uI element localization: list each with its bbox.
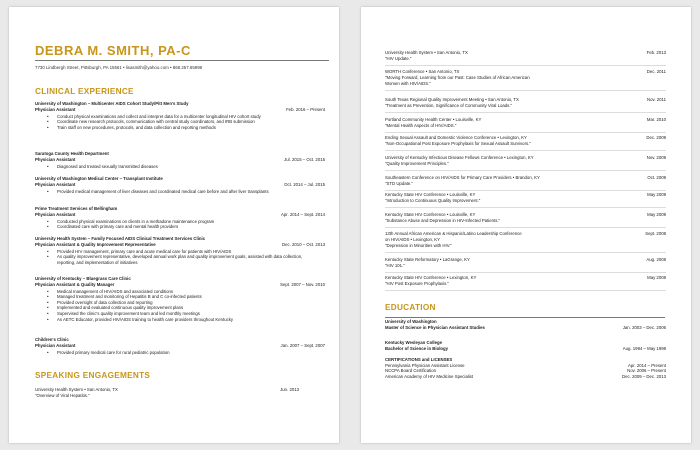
speaking-date: May 2009 [647,212,666,217]
certification-dates: Nov. 2006 – Present [627,368,666,374]
job-dates: Jul. 2015 – Oct. 2015 [284,157,325,163]
header-divider [35,60,329,61]
entry-divider [385,227,666,228]
speaking-topic: "Mental Health Aspects of HIV/AIDS." [385,123,457,128]
job-org: University of Washington Medical Center – Transplant Institute [35,176,163,181]
education-entry [385,319,666,330]
certifications-heading: CERTIFICATIONS and LICENSES [385,357,453,362]
job-role: Physician Assistant [35,182,76,188]
entry-divider [385,207,666,208]
speaking-topic: "STD Update." [385,181,413,186]
speaking-entry [385,192,666,208]
certifications-block [385,357,666,379]
job-bullet: • Conduct physical examinations and collect and interpret data for a multicenter longitudinal HIV cohort study [35,114,319,120]
job-dates: Apr. 2014 – Sept. 2014 [281,212,325,218]
job-role: Physician Assistant & Quality Manager [35,282,115,288]
speaking-topic: "Depression in Minorities with HIV." [385,243,452,248]
clinical-experience-heading: CLINICAL EXPERIENCE [35,87,134,96]
job-role: Physician Assistant [35,343,76,349]
entry-divider [385,132,666,133]
resume-page-1 [9,7,339,443]
speaking-venue: Kentucky State HIV Conference • Louisville, KY [385,212,476,217]
job-bullet: • Supervised the clinic's quality improvement team and led monthly meetings [35,311,319,317]
job-org: University of Kentucky – Bluegrass Care Clinic [35,276,131,281]
speaking-venue: South Texas Regional Quality Improvement Meeting • San Antonio, TX [385,97,519,102]
speaking-topic: on HIV/AIDS • Lexington, KY [385,237,441,242]
speaking-entry [385,275,666,291]
certification-name: American Academy of HIV Medicine Specialist [385,373,474,379]
job-bullet: • As quality improvement representative, developed annual work plan and quality improvement goals, assisted with data collection, reporting, and implementation of initiatives [35,254,319,265]
entry-divider [385,190,666,191]
speaking-entry [385,257,666,273]
contact-line: 7730 Lindbergh Street, Pittsburgh, PA 15561 • lisasmith@yahoo.com • 868.257.65998 [35,65,203,70]
job-dates: Sept. 2007 – Nov. 2010 [280,282,325,288]
job-dates: Jan. 2007 – Sept. 2007 [280,343,325,349]
job-entry [35,176,325,194]
job-org: University of Washington – Multicenter AIDS Cohort Study/Pitt Men's Study [35,101,189,106]
speaking-entry [385,135,666,151]
speaking-date: Dec. 2009 [646,135,666,140]
certification-dates: Dec. 2009 – Dec. 2013 [622,373,666,379]
education-entry [385,340,666,351]
speaking-topic: "Moving Forward, Learning from our Past: Case Studies of African American [385,75,530,80]
job-role: Physician Assistant & Quality Improvement Representative [35,242,156,248]
job-bullet: • Provided primary medical care for rural pediatric population [35,350,319,356]
speaking-topic: "Substance Abuse and Depression in HIV-Infected Patients." [385,218,501,223]
job-bullet: • Provided medical management of liver diseases and coordinated medical care before and after liver transplants [35,189,319,195]
speaking-entry [385,69,666,91]
job-entry [35,236,325,265]
speaking-entry [35,387,325,400]
speaking-date: May 2009 [647,192,666,197]
job-bullet: • As AETC Educator, provided HIV/AIDS training to health care providers throughout Kentucky [35,317,319,323]
job-bullet: • Diagnosed and treated sexually transmitted diseases [35,164,319,170]
job-org: University Health System – Family Focused AIDS Clinical Treatment Services Clinic [35,236,206,241]
speaking-date: May 2008 [647,275,666,280]
speaking-date: Mar. 2010 [646,117,666,122]
job-org: Children's Clinic [35,337,69,342]
speaking-date: Sept. 2008 [645,231,666,236]
degree: Master of Science in Physician Assistant Studies [385,324,485,330]
speaking-entry [385,50,666,66]
job-dates: Feb. 2016 – Present [286,107,325,113]
entry-divider [385,150,666,151]
speaking-date: Nov. 2011 [647,97,666,102]
speaking-venue: Portland Community Health Center • Louisville, KY [385,117,482,122]
speaking-date: Oct. 2009 [647,175,666,180]
speaking-date: Dec. 2011 [646,69,666,74]
certification-dates: Apr. 2014 – Present [628,362,666,368]
entry-divider [385,252,666,253]
speaking-entry [385,117,666,133]
job-bullet: • Implemented and evaluated continuous quality improvement plans [35,305,319,311]
job-bullet: • Provided HIV management, primary care and acute medical care for patients with HIV/AIDS [35,249,319,255]
speaking-venue: WORTH Conference • San Antonio, TX [385,69,460,74]
candidate-name: DEBRA M. SMITH, PA-C [35,43,191,58]
certification-name: NCCPA Board Certification [385,368,437,374]
entry-divider [385,90,666,91]
job-entry [35,151,325,169]
speaking-entry [385,155,666,171]
job-dates: Oct. 2014 – Jul. 2015 [284,182,325,188]
education-heading: EDUCATION [385,303,436,312]
speaking-venue: University of Kentucky Infectious Disease Fellows Conference • Lexington, KY [385,155,534,160]
job-entry [35,337,325,355]
degree-dates: Jan. 2003 – Dec. 2006 [622,324,666,330]
certification-name: Pennsylvania Physician Assistant License [385,362,465,368]
speaking-date: Feb. 2013 [646,50,666,55]
speaking-topic: "Treatment as Prevention, Significance of Community Viral Loads." [385,103,513,108]
speaking-entry [385,212,666,228]
speaking-topic: "Introduction to Continuous Quality Improvement." [385,198,481,203]
job-role: Physician Assistant [35,212,76,218]
speaking-topic: "HIV 101." [385,263,405,268]
speaking-topic: "Non-Occupational Post Exposure Prophylaxis for Sexual Assault Survivors." [385,141,531,146]
job-entry [35,101,325,130]
entry-divider [385,272,666,273]
job-org: Prime Treatment Services of Bellingham [35,206,118,211]
speaking-topic: Women with HIV/AIDS." [385,81,431,86]
job-bullet: • Conducted physical examinations on clients in a methadone maintenance program [35,219,319,225]
speaking-venue: 13th Annual African American & Hispanic/Latino Leadership Conference [385,231,522,236]
speaking-topic: "HIV Post Exposure Prophylaxis." [385,281,449,286]
job-entry [35,276,325,322]
job-bullet: • Medical management of HIV/AIDS and associated conditions [35,289,319,295]
speaking-topic: "HIV Update." [385,56,412,61]
speaking-venue: Ending Sexual Assault and Domestic Violence Conference • Lexington, KY [385,135,527,140]
speaking-entry [385,97,666,113]
job-role: Physician Assistant [35,107,76,113]
job-bullet: • Provided oversight of data collection and reporting [35,300,319,306]
job-bullet: • Coordinated care with primary care and mental health providers [35,224,319,230]
speaking-entry [385,231,666,253]
speaking-date: Aug. 2008 [646,257,666,262]
degree-dates: Aug. 1994 – May 1998 [622,345,666,351]
job-dates: Dec. 2010 – Oct. 2013 [282,242,325,248]
speaking-venue: University Health System • San Antonio, TX [385,50,468,55]
degree: Bachelor of Science in Biology [385,345,449,351]
speaking-entry [385,175,666,191]
speaking-venue: Kentucky State Reformatory • LaGrange, KY [385,257,470,262]
entry-divider [385,170,666,171]
speaking-venue: Southeastern Conference on HIV/AIDS for Primary Care Providers • Brandon, KY [385,175,540,180]
speaking-date: Nov. 2009 [646,155,666,160]
job-role: Physician Assistant [35,157,76,163]
resume-page-2 [361,7,691,443]
job-org: Saratoga County Health Department [35,151,109,156]
education-divider [385,317,665,318]
speaking-venue: Kentucky State HIV Conference • Lexington, KY [385,275,477,280]
speaking-topic: "Quality Improvement Principles." [385,161,449,166]
entry-divider [385,112,666,113]
speaking-venue: Kentucky State HIV Conference • Louisville, KY [385,192,476,197]
entry-divider [385,290,666,291]
job-bullet: • Coordinate new research protocols, communication with central study coordinators, and IRB submission [35,119,319,125]
job-bullet: • Train staff on new procedures, protocols, and data collection and reporting methods [35,125,319,131]
speaking-venue: University Health System • San Antonio, TX [35,387,118,392]
speaking-engagements-heading: SPEAKING ENGAGEMENTS [35,371,151,380]
school-name: Kentucky Wesleyan College [385,340,442,345]
school-name: University of Washington [385,319,437,324]
speaking-date: Jun. 2013 [280,387,299,392]
job-entry [35,206,325,230]
job-bullet: • Managed treatment and monitoring of Hepatitis B and C co-infected patients [35,294,319,300]
speaking-topic: "Overview of Viral Hepatitis." [35,393,90,399]
entry-divider [385,65,666,66]
